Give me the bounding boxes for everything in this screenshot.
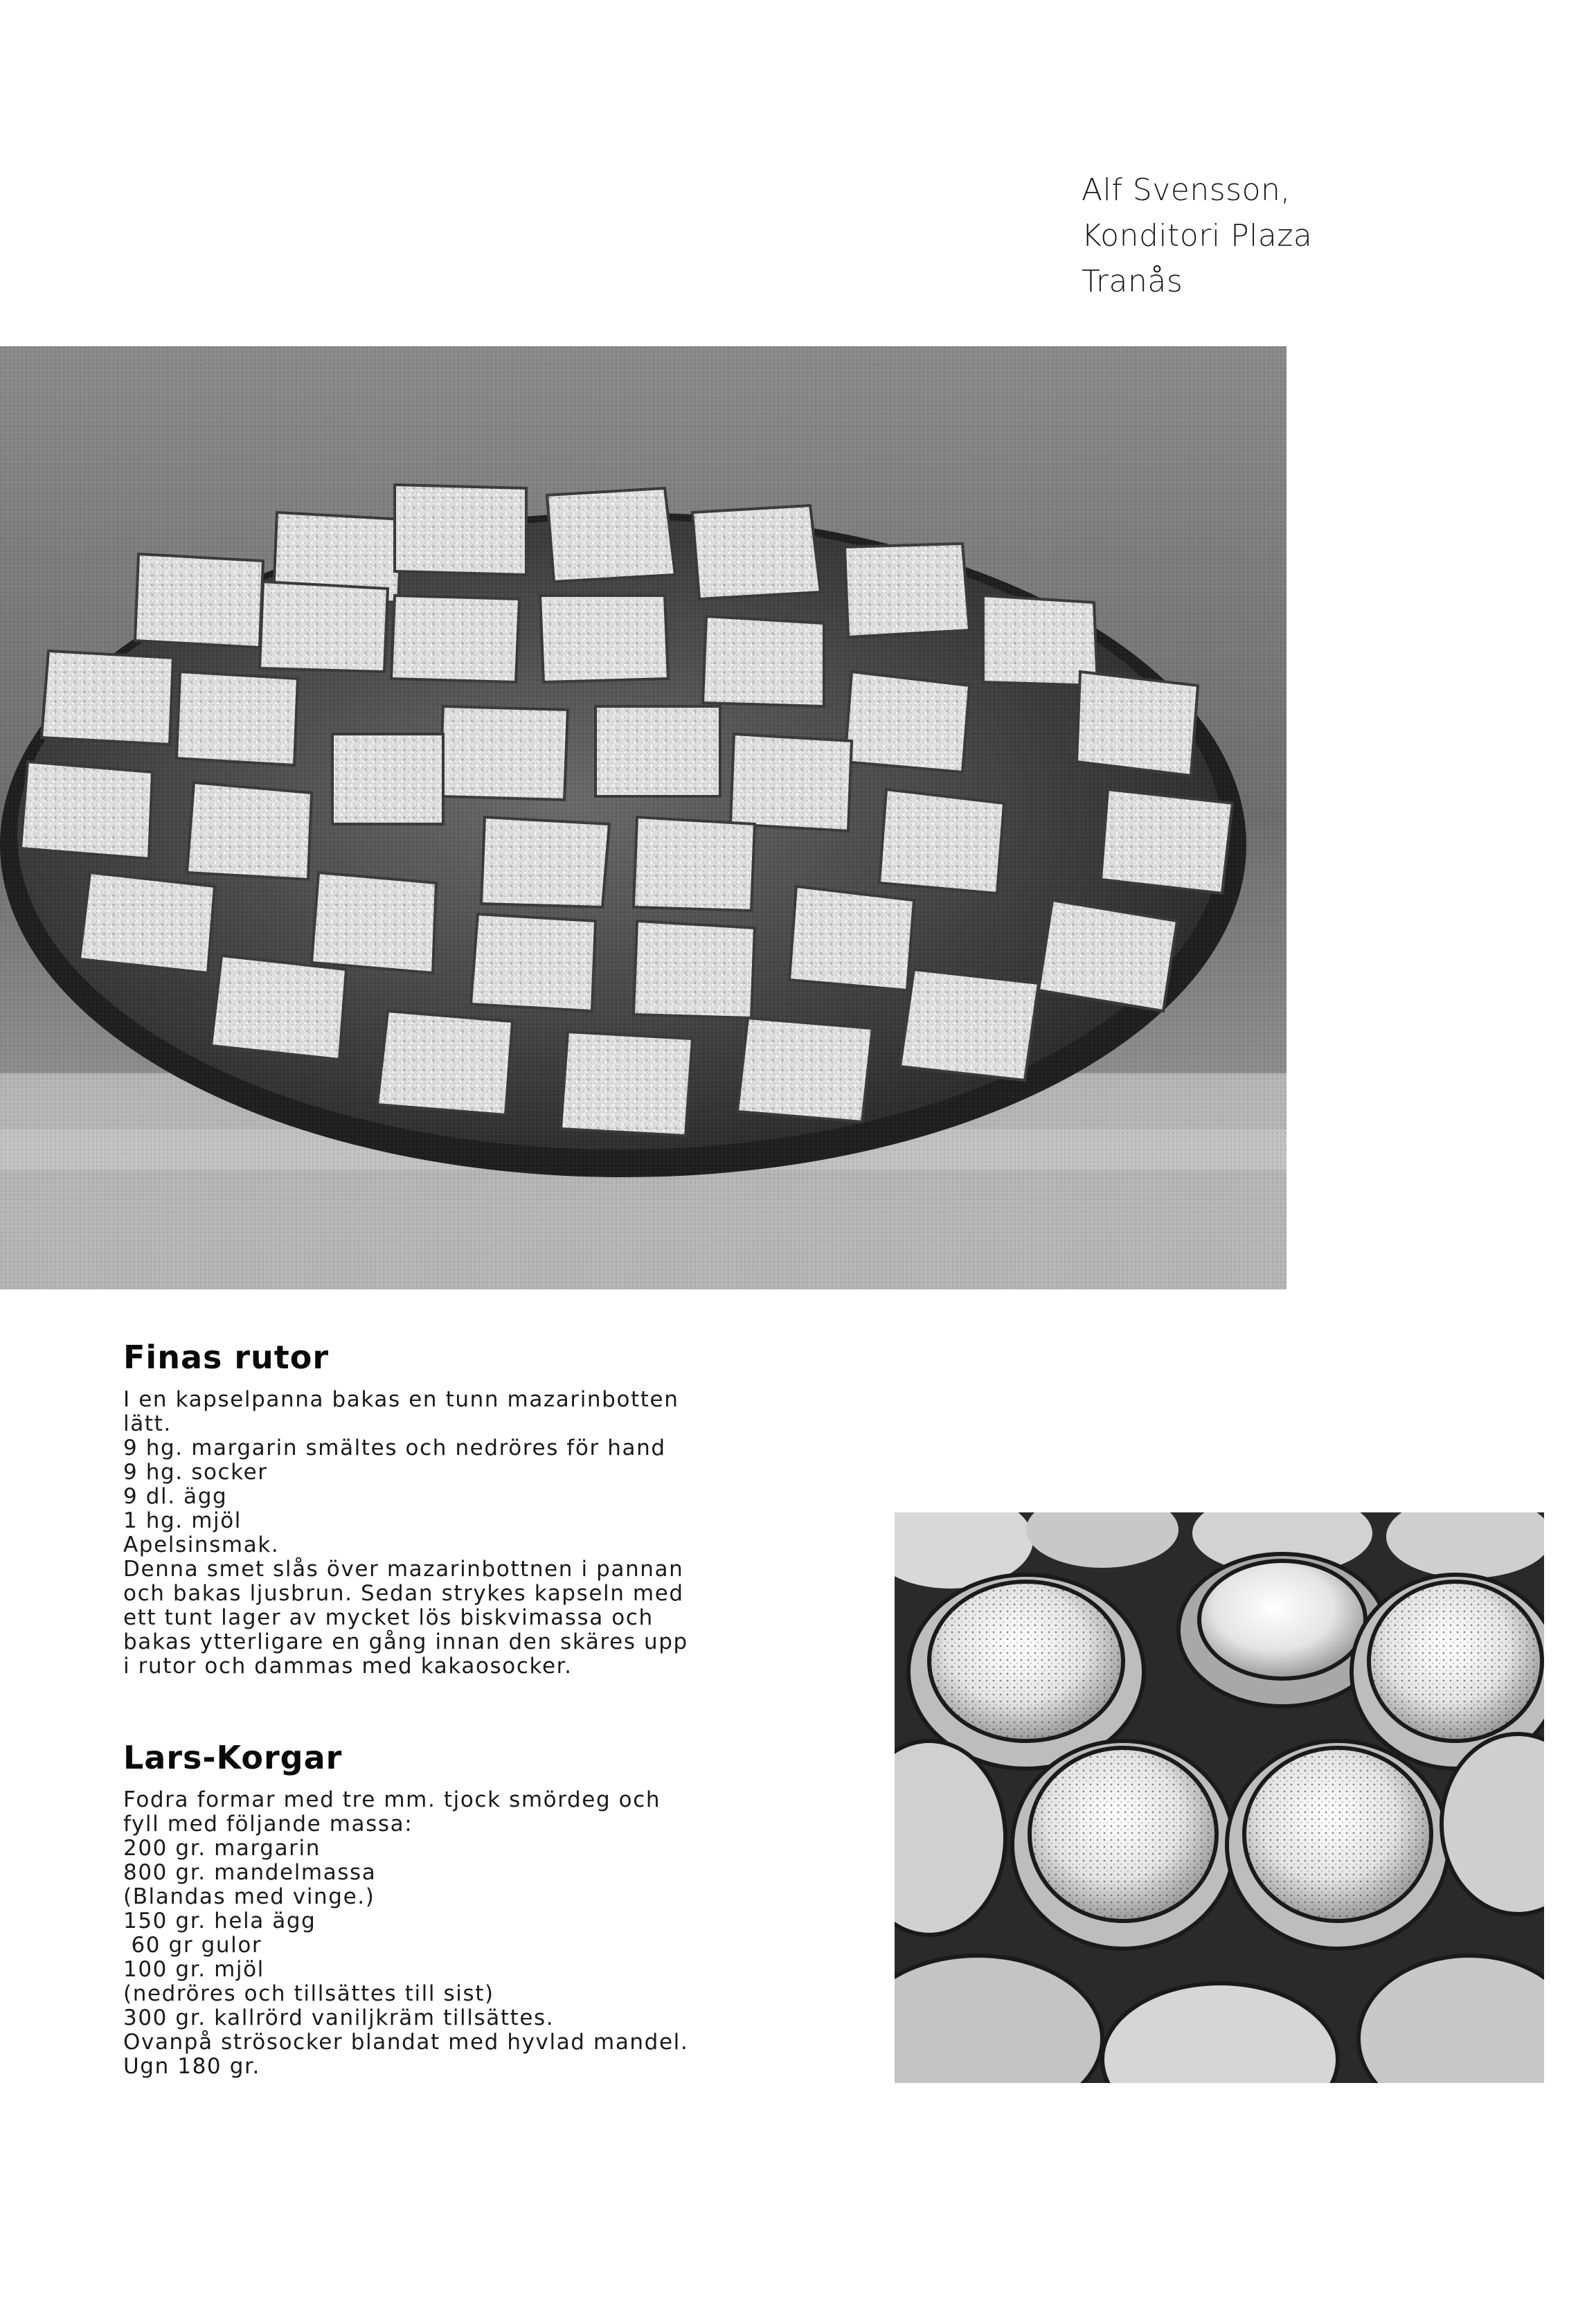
town-name: Tranås	[1082, 264, 1183, 299]
recipe-line: 100 gr. mjöl	[123, 1957, 264, 1982]
recipe-line: 200 gr. margarin	[123, 1836, 321, 1861]
recipe-line: och bakas ljusbrun. Sedan strykes kapseln med	[123, 1581, 684, 1606]
author-block	[1082, 168, 1428, 305]
recipe-line: Fodra formar med tre mm. tjock smördeg och	[123, 1787, 661, 1812]
recipe-line: (Blandas med vinge.)	[123, 1884, 375, 1909]
recipe-line: 300 gr. kallrörd vaniljkräm tillsättes.	[123, 2005, 555, 2030]
recipe-line: Ugn 180 gr.	[123, 2054, 260, 2079]
recipe-line: lätt.	[123, 1411, 172, 1436]
recipe-line: 800 gr. mandelmassa	[123, 1860, 377, 1885]
recipe-line: i rutor och dammas med kakaosocker.	[123, 1654, 573, 1679]
cake-tray-photo	[0, 346, 1286, 1289]
recipe-line: Denna smet slås över mazarinbottnen i pannan	[123, 1557, 684, 1582]
recipe-line: 1 hg. mjöl	[123, 1508, 242, 1533]
recipe-line: 60 gr gulor	[123, 1933, 262, 1958]
recipe-finas-rutor	[123, 1338, 843, 1679]
recipe-title: Finas rutor	[123, 1339, 330, 1376]
recipe-line: fyll med följande massa:	[123, 1812, 413, 1836]
tarts-photo	[895, 1512, 1544, 2083]
photo-lars-korgar	[895, 1512, 1544, 2083]
recipe-line: I en kapselpanna bakas en tunn mazarinbotten	[123, 1387, 679, 1412]
recipe-lars-korgar	[123, 1738, 843, 2079]
recipe-line: 9 hg. margarin smältes och nedröres för hand	[123, 1436, 666, 1460]
photo-finas-rutor	[0, 346, 1286, 1289]
recipe-line: 9 hg. socker	[123, 1460, 268, 1485]
recipe-line: Ovanpå strösocker blandat med hyvlad mandel.	[123, 2030, 689, 2055]
recipe-line: bakas ytterligare en gång innan den skäres upp	[123, 1629, 688, 1654]
recipe-line: Apelsinsmak.	[123, 1532, 280, 1557]
recipe-line: (nedröres och tillsättes till sist)	[123, 1981, 494, 2006]
bakery-name: Konditori Plaza	[1082, 218, 1313, 253]
author-name: Alf Svensson,	[1082, 172, 1291, 208]
recipe-body	[123, 1788, 843, 2079]
recipe-line: 150 gr. hela ägg	[123, 1909, 316, 1933]
recipe-title: Lars-Korgar	[123, 1739, 343, 1776]
recipe-line: ett tunt lager av mycket lös biskvimassa och	[123, 1605, 654, 1630]
recipe-line: 9 dl. ägg	[123, 1484, 228, 1509]
recipe-body	[123, 1388, 843, 1679]
